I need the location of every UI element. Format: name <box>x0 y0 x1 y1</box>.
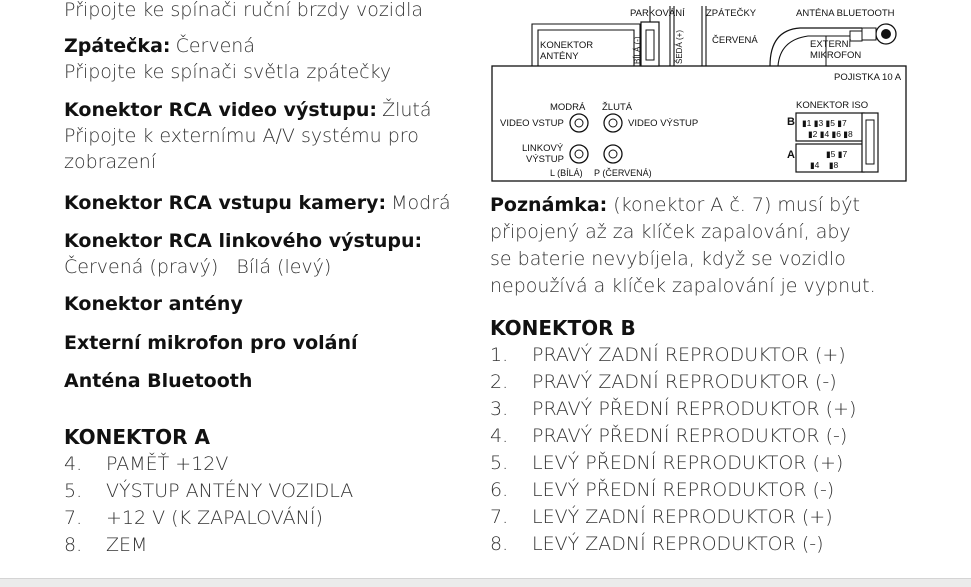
rca-blue-jack <box>570 114 588 132</box>
list-item: 8. LEVÝ ZADNÍ REPRODUKTOR (-) <box>490 533 824 555</box>
yellow-label: ŽLUTÁ <box>602 102 633 113</box>
list-item: 1. PRAVÝ ZADNÍ REPRODUKTOR (+) <box>490 344 846 366</box>
note-text-1: (konektor A č. 7) musí být <box>607 194 860 216</box>
connector-b-list <box>490 342 856 558</box>
iso-b-row-1: ▮1 ▮3 ▮5 ▮7 <box>802 118 847 128</box>
reverse-entry <box>64 33 464 85</box>
note-paragraph <box>490 192 950 300</box>
parking-label: PARKOVÁNÍ <box>630 8 685 19</box>
rca-video-out-desc-2: zobrazení <box>64 151 157 173</box>
reverse-desc: Připojte ke spínači světla zpátečky <box>64 61 392 83</box>
list-item: 8. ZEM <box>64 534 148 556</box>
fuse-label: POJISTKA 10 A <box>834 72 902 83</box>
iso-b-letter: B <box>787 116 795 128</box>
note-text-3: se baterie nevybíjela, když se vozidlo <box>490 248 846 270</box>
ext-mic-label-1: EXTERNÍ <box>810 39 852 50</box>
handbrake-desc: Připojte ke spínači ruční brzdy vozidla <box>64 0 424 21</box>
rca-video-out-desc-1: Připojte k externímu A/V systému pro <box>64 125 419 147</box>
p-red-label: P (ČERVENÁ) <box>594 168 652 178</box>
bt-antenna-label-diagram: ANTÉNA BLUETOOTH <box>796 8 895 19</box>
parking-connector <box>641 22 659 66</box>
reverse-value: Červená <box>175 35 255 57</box>
rca-video-out-value: Žlutá <box>382 99 432 121</box>
list-item: 4. PAMĚŤ +12V <box>64 453 229 475</box>
connector-a-list <box>64 451 353 559</box>
rca-camera-label: Konektor RCA vstupu kamery: <box>64 192 387 214</box>
connector-b-title: KONEKTOR B <box>490 316 636 340</box>
antenna-connector-label-2: ANTÉNY <box>540 51 579 62</box>
white-minus-label: BÍLÁ (-) <box>633 36 642 64</box>
external-mic-label: Externí mikrofon pro volání <box>64 332 358 354</box>
list-item: 7. +12 V (K ZAPALOVÁNÍ) <box>64 507 323 529</box>
ext-mic-label-2: MIKROFON <box>810 50 862 61</box>
note-text-4: nepoužívá a klíček zapalování je vypnut. <box>490 275 876 297</box>
bt-antenna-label: Anténa Bluetooth <box>64 370 253 392</box>
rca-white-jack <box>570 145 588 163</box>
blue-label: MODRÁ <box>550 102 586 113</box>
video-out-label: VIDEO VÝSTUP <box>628 118 699 129</box>
line-out-label-1: LINKOVÝ <box>522 143 564 154</box>
list-item: 5. LEVÝ PŘEDNÍ REPRODUKTOR (+) <box>490 452 844 474</box>
connector-a-title: KONEKTOR A <box>64 425 210 449</box>
reverse-label-diagram: ZPÁTEČKY <box>706 8 757 19</box>
rca-camera-value: Modrá <box>391 192 451 214</box>
rca-video-out-label: Konektor RCA video výstupu: <box>64 99 377 121</box>
list-item: 4. PRAVÝ PŘEDNÍ REPRODUKTOR (-) <box>490 425 848 447</box>
rca-line-out-entry <box>64 228 464 280</box>
iso-a-letter: A <box>787 149 795 161</box>
list-item: 7. LEVÝ ZADNÍ REPRODUKTOR (+) <box>490 506 833 528</box>
list-item: 2. PRAVÝ ZADNÍ REPRODUKTOR (-) <box>490 371 837 393</box>
l-white-label: L (BÍLÁ) <box>550 168 583 178</box>
grey-plus-label: ŠEDÁ (+) <box>675 29 684 64</box>
reverse-label: Zpátečka: <box>64 35 171 57</box>
red-label: ČERVENÁ <box>712 35 758 46</box>
line-out-label-2: VÝSTUP <box>526 154 565 165</box>
iso-label: KONEKTOR ISO <box>796 100 869 111</box>
note-text-2: připojený až za klíček zapalování, aby <box>490 221 851 243</box>
video-in-label: VIDEO VSTUP <box>500 118 564 129</box>
note-label: Poznámka: <box>490 194 608 216</box>
rca-line-out-value: Červená (pravý) Bílá (levý) <box>64 256 332 278</box>
list-item: 5. VÝSTUP ANTÉNY VOZIDLA <box>64 480 354 502</box>
antenna-connector-label-1: KONEKTOR <box>540 40 594 51</box>
rca-camera-entry <box>64 190 464 216</box>
rca-red-jack <box>604 145 622 163</box>
antenna-connector-label: Konektor antény <box>64 293 243 315</box>
rca-video-out-entry <box>64 97 464 175</box>
rca-line-out-label: Konektor RCA linkového výstupu: <box>64 230 423 252</box>
iso-b-row-2: ▮2 ▮4 ▮6 ▮8 <box>808 129 853 139</box>
wiring-diagram <box>490 0 910 185</box>
iso-a-row-2: ▮4 ▮8 <box>810 160 839 170</box>
fuse-holder <box>862 113 878 172</box>
iso-a-row-1: ▮5 ▮7 <box>826 149 848 159</box>
list-item: 6. LEVÝ PŘEDNÍ REPRODUKTOR (-) <box>490 479 835 501</box>
list-item: 3. PRAVÝ PŘEDNÍ REPRODUKTOR (+) <box>490 398 857 420</box>
rca-yellow-jack <box>604 114 622 132</box>
